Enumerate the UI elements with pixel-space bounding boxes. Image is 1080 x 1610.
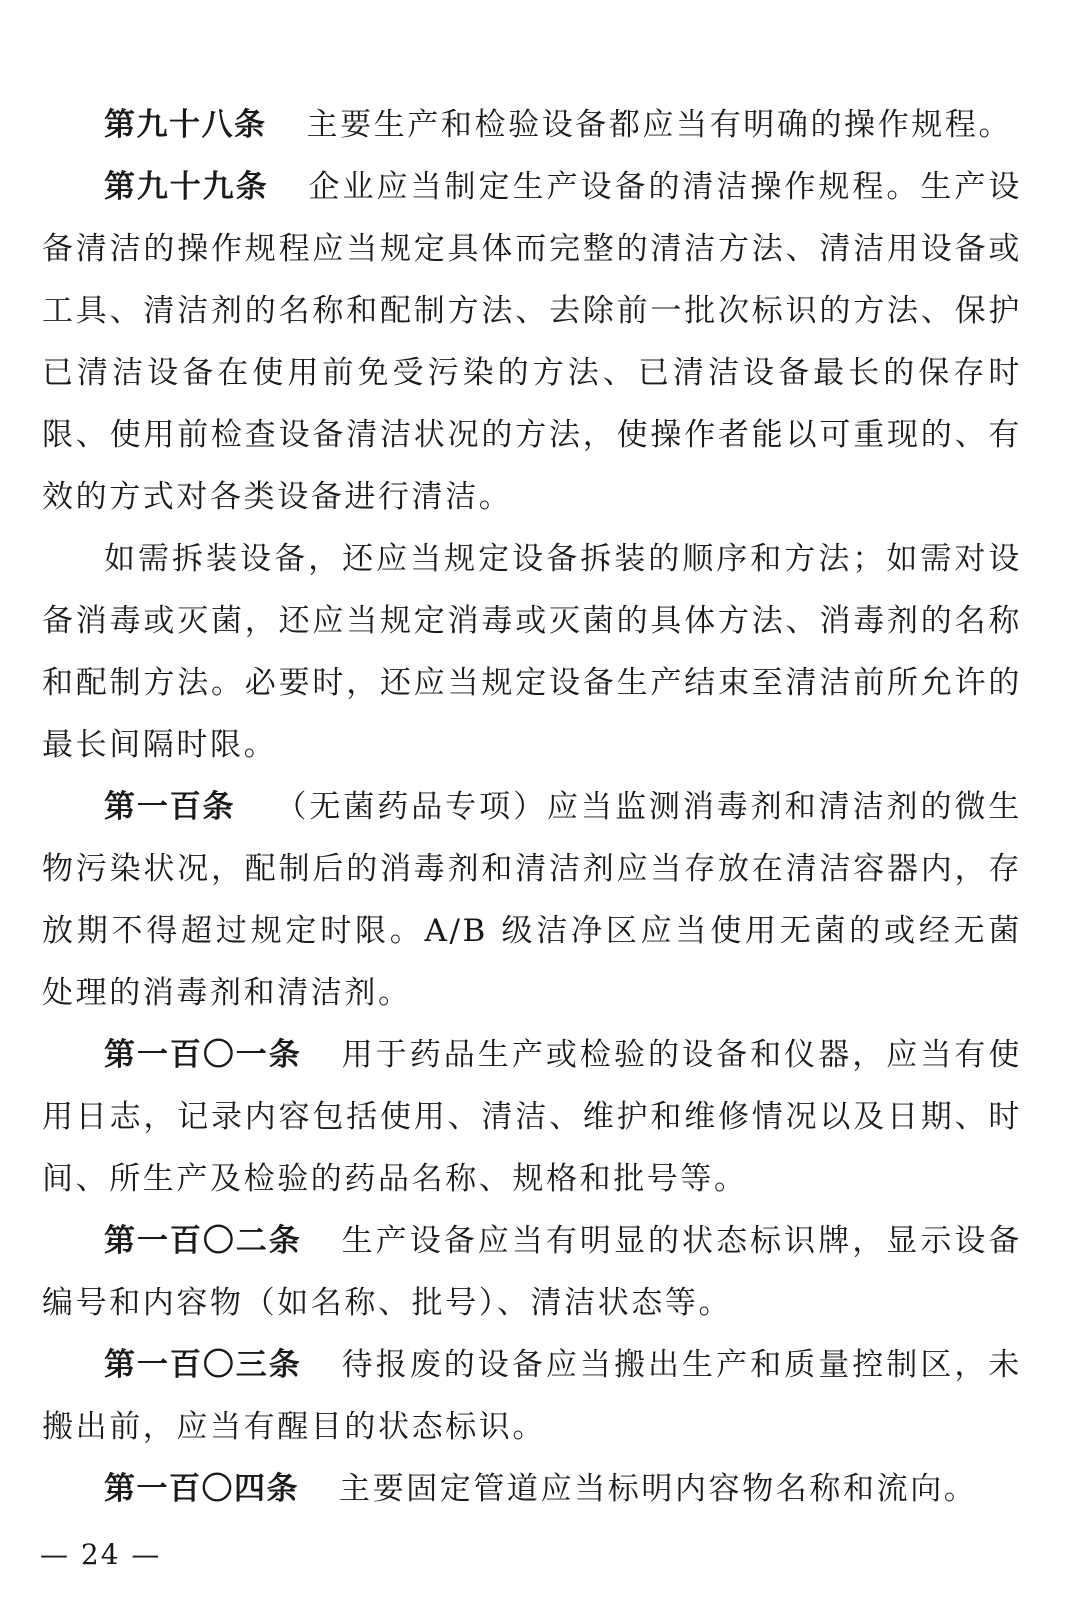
article-heading: 第一百〇二条 bbox=[104, 1223, 302, 1259]
page-number: — 24 — bbox=[40, 1538, 162, 1571]
article-heading: 第九十九条 bbox=[104, 169, 269, 205]
article-text: 待报废的设备应当搬出生产和质量控制区，未搬出前，应当有醒目的状态标识。 bbox=[42, 1347, 1022, 1445]
article-98 bbox=[42, 94, 1022, 156]
article-101 bbox=[42, 1024, 1022, 1210]
article-99-continuation bbox=[42, 528, 1022, 776]
article-heading: 第一百〇一条 bbox=[104, 1037, 302, 1073]
article-text: （无菌药品专项）应当监测消毒剂和清洁剂的微生物污染状况，配制后的消毒剂和清洁剂应当存放在清洁容器内，存放期不得超过规定时限。A/B 级洁净区应当使用无菌的或经无菌处理的消毒剂和清洁剂。 bbox=[42, 789, 1023, 1011]
article-heading: 第九十八条 bbox=[104, 107, 267, 143]
document-body bbox=[42, 94, 1022, 1520]
article-heading: 第一百〇四条 bbox=[104, 1471, 299, 1507]
article-text: 主要固定管道应当标明内容物名称和流向。 bbox=[339, 1471, 978, 1507]
article-103 bbox=[42, 1334, 1022, 1458]
article-text: 生产设备应当有明显的状态标识牌，显示设备编号和内容物（如名称、批号）、清洁状态等。 bbox=[42, 1223, 1022, 1321]
paragraph-text: 如需拆装设备，还应当规定设备拆装的顺序和方法；如需对设备消毒或灭菌，还应当规定消毒或灭菌的具体方法、消毒剂的名称和配制方法。必要时，还应当规定设备生产结束至清洁前所允许的最长间隔时限。 bbox=[42, 541, 1022, 763]
article-text: 主要生产和检验设备都应当有明确的操作规程。 bbox=[306, 107, 1013, 143]
article-heading: 第一百条 bbox=[104, 789, 236, 825]
article-102 bbox=[42, 1210, 1022, 1334]
article-99 bbox=[42, 156, 1022, 528]
article-text: 用于药品生产或检验的设备和仪器，应当有使用日志，记录内容包括使用、清洁、维护和维修情况以及日期、时间、所生产及检验的药品名称、规格和批号等。 bbox=[42, 1037, 1022, 1197]
article-text: 企业应当制定生产设备的清洁操作规程。生产设备清洁的操作规程应当规定具体而完整的清洁方法、清洁用设备或工具、清洁剂的名称和配制方法、去除前一批次标识的方法、保护已清洁设备在使用前免受污染的方法、已清洁设备最长的保存时限、使用前检查设备清洁状况的方法，使操作者能以可重现的、有效的方式对各类设备进行清洁。 bbox=[42, 169, 1022, 515]
article-100 bbox=[42, 776, 1022, 1024]
article-104 bbox=[42, 1458, 1022, 1520]
article-heading: 第一百〇三条 bbox=[104, 1347, 302, 1383]
